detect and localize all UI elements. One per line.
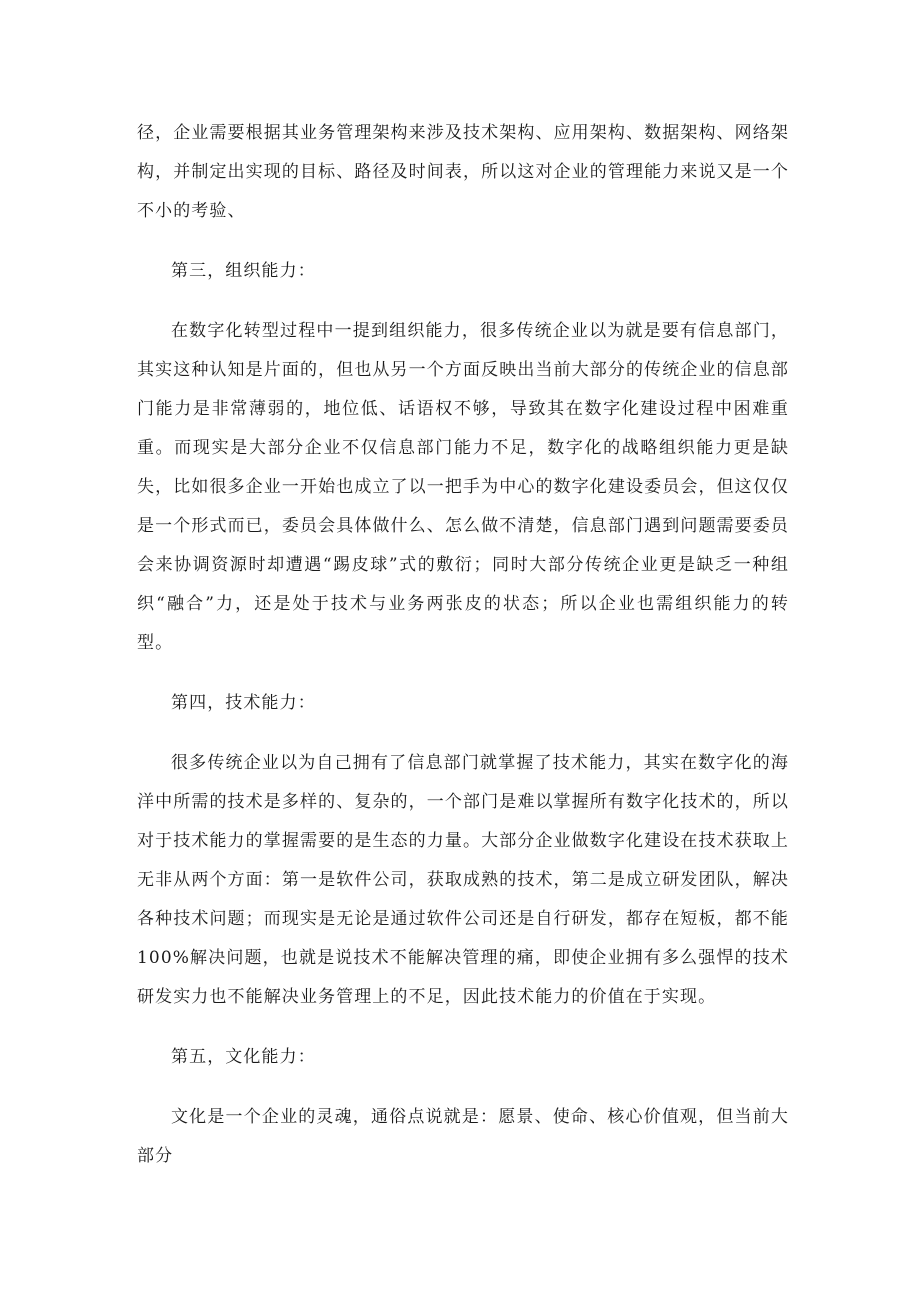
paragraph-gap <box>137 1017 789 1038</box>
paragraph-gap <box>137 723 789 744</box>
document-page <box>137 114 789 1176</box>
section-heading-technology: 第四，技术能力： <box>171 693 316 713</box>
paragraph-gap <box>137 231 789 252</box>
paragraph-gap <box>137 1077 789 1098</box>
section-body-culture: 文化是一个企业的灵魂，通俗点说就是：愿景、使命、核心价值观，但当前大部分 <box>137 1107 789 1166</box>
paragraph-gap <box>137 663 789 684</box>
section-body-technology: 很多传统企业以为自己拥有了信息部门就掌握了技术能力，其实在数字化的海洋中所需的技术是多样的、复杂的，一个部门是难以掌握所有数字化技术的，所以对于技术能力的掌握需要的是生态的力量。大部分企业做数字化建设在技术获取上无非从两个方面：第一是软件公司，获取成熟的技术，第二是成立研发团队，解决各种技术问题；而现实是无论是通过软件公司还是自行研发，都存在短板，都不能100%解决问题，也就是说技术不能解决管理的痛，即使企业拥有多么强悍的技术研发实力也不能解决业务管理上的不足，因此技术能力的价值在于实现。 <box>137 753 789 1007</box>
section-body-organization: 在数字化转型过程中一提到组织能力，很多传统企业以为就是要有信息部门，其实这种认知是片面的，但也从另一个方面反映出当前大部分的传统企业的信息部门能力是非常薄弱的，地位低、话语权不够，导致其在数字化建设过程中困难重重。而现实是大部分企业不仅信息部门能力不足，数字化的战略组织能力更是缺失，比如很多企业一开始也成立了以一把手为中心的数字化建设委员会，但这仅仅是一个形式而已，委员会具体做什么、怎么做不清楚，信息部门遇到问题需要委员会来协调资源时却遭遇“踢皮球”式的敷衍；同时大部分传统企业更是缺乏一种组织“融合”力，还是处于技术与业务两张皮的状态；所以企业也需组织能力的转型。 <box>137 321 789 653</box>
paragraph-gap <box>137 291 789 312</box>
section-heading-culture: 第五，文化能力： <box>171 1047 316 1067</box>
section-heading-organization: 第三，组织能力： <box>171 261 316 281</box>
continuation-paragraph: 径，企业需要根据其业务管理架构来涉及技术架构、应用架构、数据架构、网络架构，并制定出实现的目标、路径及时间表，所以这对企业的管理能力来说又是一个不小的考验、 <box>137 123 789 221</box>
